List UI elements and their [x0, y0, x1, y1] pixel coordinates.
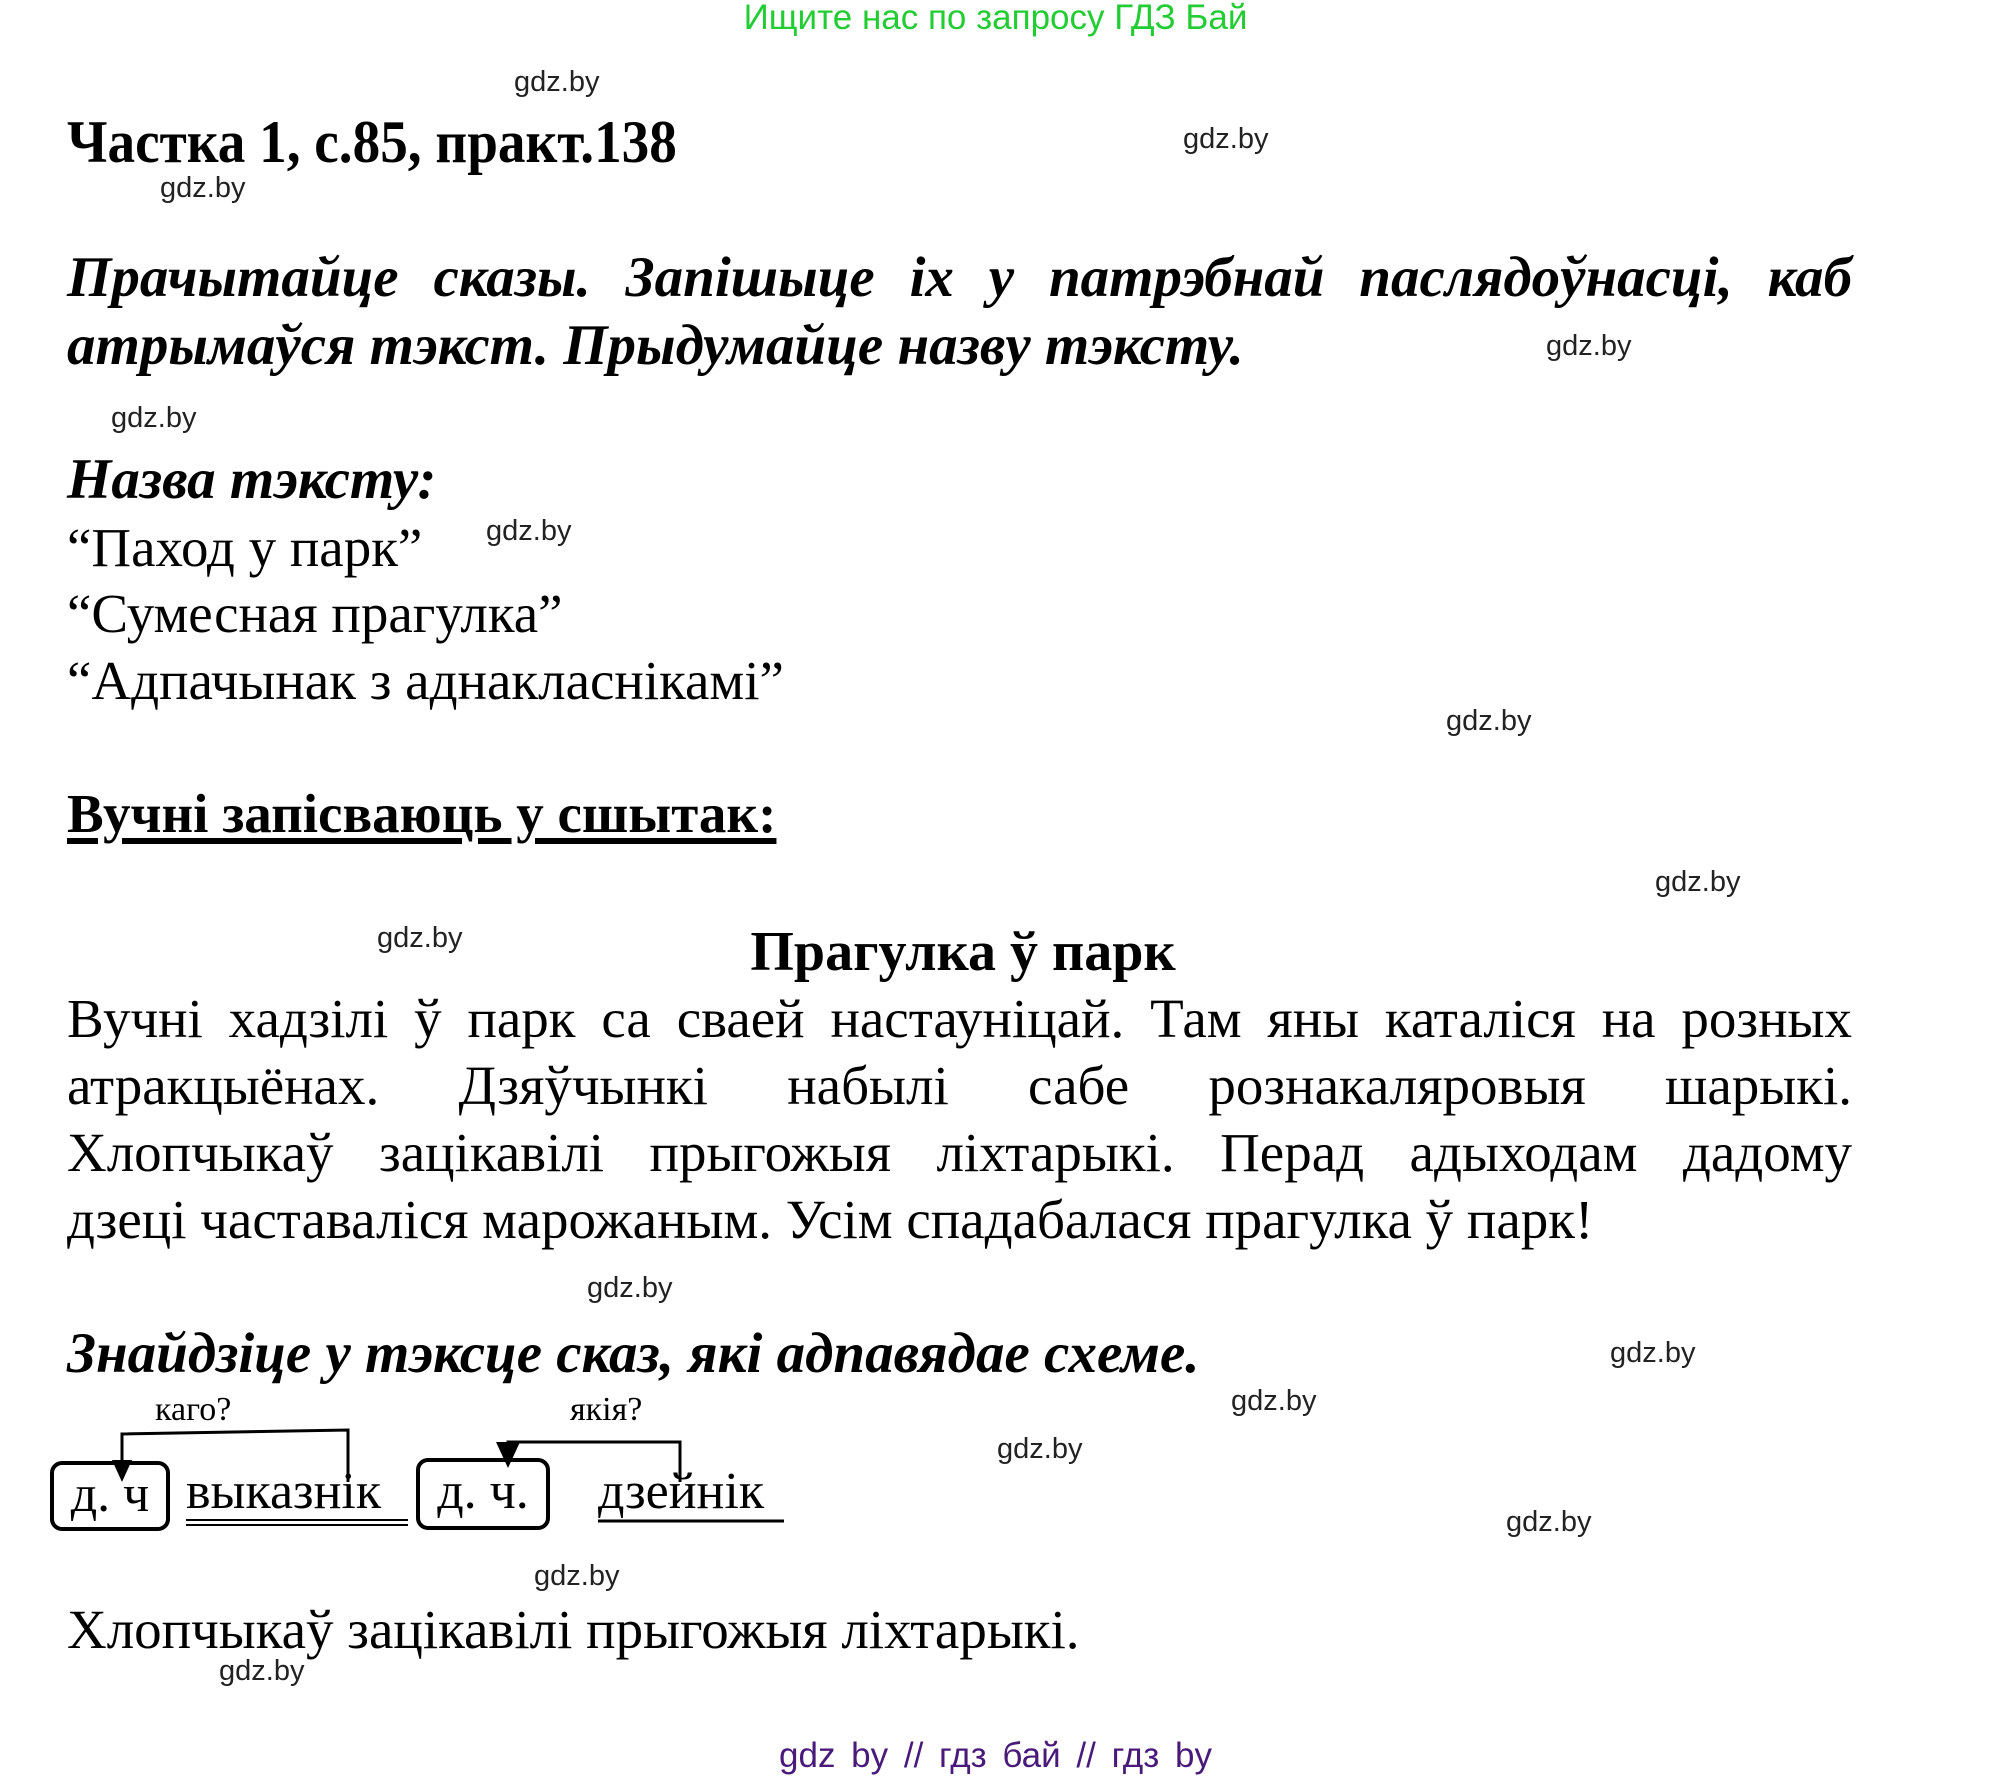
footer-banner: gdz by // гдз бай // гдз by [779, 1736, 1212, 1775]
watermark-text: gdz.by [997, 1433, 1083, 1465]
watermark-text: gdz.by [1655, 866, 1741, 898]
predicate-double-underline [186, 1518, 408, 1530]
paragraph-line: Вучні хадзілі ў парк са сваей настауніцай. Там яны каталіся на розных [67, 988, 1852, 1049]
subject-underline [598, 1518, 784, 1526]
search-banner: Ищите нас по запросу ГДЗ Бай [743, 0, 1248, 37]
title-option: “Адпачынак з аднакласнікамі” [67, 650, 784, 711]
copy-heading: Вучні запісваюць у сшытак: [67, 783, 777, 844]
watermark-text: gdz.by [534, 1560, 620, 1592]
scheme-predicate: выказнік [186, 1463, 382, 1520]
title-option: “Паход у парк” [67, 517, 423, 578]
watermark-text: gdz.by [160, 172, 246, 204]
text-paragraph [67, 985, 1852, 1253]
watermark-text: gdz.by [1231, 1385, 1317, 1417]
watermark-text: gdz.by [587, 1272, 673, 1304]
paragraph-line: Хлопчыкаў зацікавілі прыгожыя ліхтарыкі. Перад адыходам дадому [67, 1122, 1852, 1183]
scheme-subject: дзейнік [598, 1463, 765, 1520]
question-label-1: каго? [155, 1391, 232, 1428]
watermark-text: gdz.by [1506, 1506, 1592, 1538]
task2-heading: Знайдзіце у тэксце сказ, які адпавядае схеме. [67, 1322, 1200, 1385]
watermark-text: gdz.by [486, 515, 572, 547]
watermark-text: gdz.by [111, 402, 197, 434]
watermark-text: gdz.by [1183, 123, 1269, 155]
watermark-text: gdz.by [1446, 705, 1532, 737]
instruction [67, 244, 1852, 380]
page-title: Частка 1, с.85, практ.138 [67, 109, 677, 175]
text-title: Прагулка ў парк [750, 921, 1176, 983]
title-option: “Сумесная прагулка” [67, 583, 563, 644]
scheme-box-adverbial-1: д. ч [50, 1461, 170, 1531]
answer-sentence: Хлопчыкаў зацікавілі прыгожыя ліхтарыкі. [67, 1599, 1080, 1660]
instruction-line: Прачытайце сказы. Запішыце іх у патрэбнай паслядоўнасці, каб [67, 246, 1852, 309]
watermark-text: gdz.by [377, 922, 463, 954]
scheme-box-adverbial-2: д. ч. [416, 1458, 550, 1530]
title-options-heading: Назва тэксту: [67, 448, 437, 511]
paragraph-line: дзеці частаваліся марожаным. Усім спадабалася прагулка ў парк! [67, 1189, 1594, 1250]
paragraph-line: атракцыёнах. Дзяўчынкі набылі сабе рознакаляровыя шарыкі. [67, 1055, 1852, 1116]
instruction-line: атрымаўся тэкст. Прыдумайце назву тэксту. [67, 314, 1244, 377]
watermark-text: gdz.by [514, 66, 600, 98]
watermark-text: gdz.by [1546, 330, 1632, 362]
question-label-2: якія? [570, 1391, 643, 1428]
watermark-text: gdz.by [1610, 1337, 1696, 1369]
watermark-text: gdz.by [219, 1655, 305, 1687]
